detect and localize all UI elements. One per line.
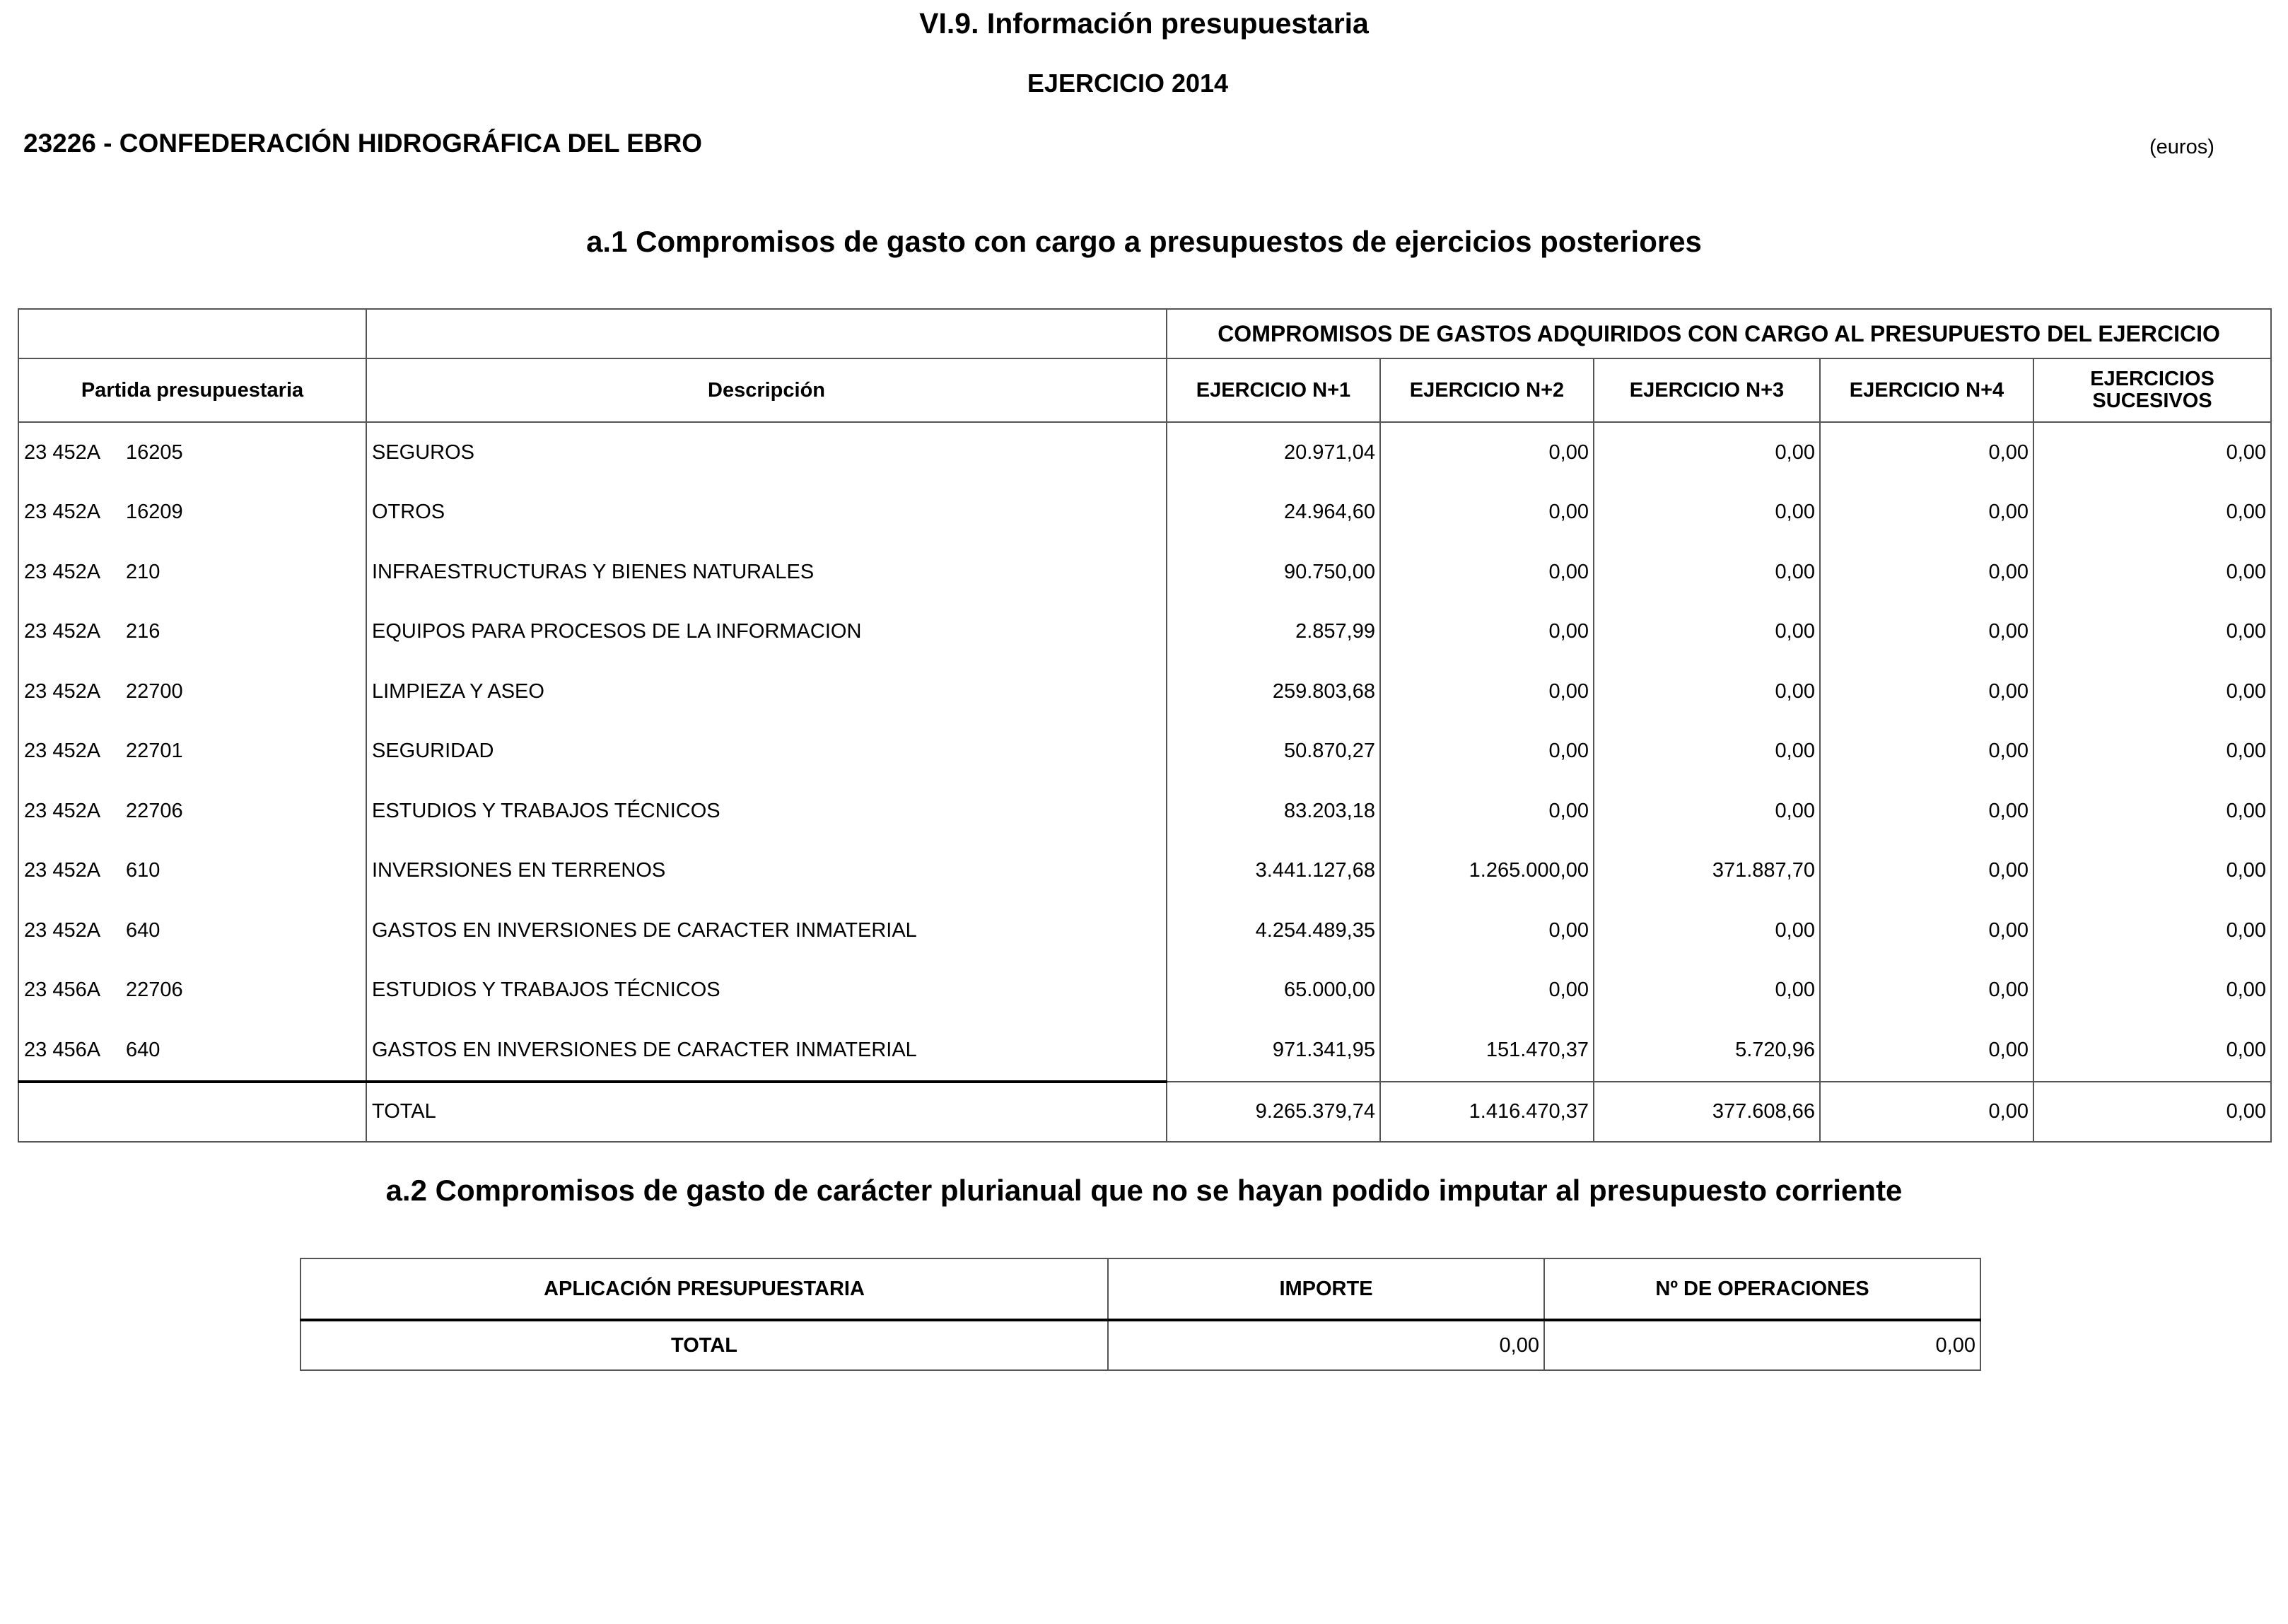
table-row (18, 422, 2271, 483)
amount-n1-cell: 259.803,68 (1167, 662, 1380, 722)
a2-total-operaciones: 0,00 (1544, 1320, 1980, 1370)
document-title: VI.9. Información presupuestaria (919, 7, 1369, 40)
total-n3: 377.608,66 (1594, 1082, 1820, 1142)
amount-n2-cell: 0,00 (1380, 961, 1594, 1021)
col-header-n3: EJERCICIO N+3 (1594, 358, 1820, 422)
group-header-commitments: COMPROMISOS DE GASTOS ADQUIRIDOS CON CARGO AL PRESUPUESTO DEL EJERCICIO (1167, 309, 2271, 358)
a2-total-label: TOTAL (300, 1320, 1108, 1370)
amount-n1-cell: 65.000,00 (1167, 961, 1380, 1021)
multiyear-commitments-table (300, 1258, 1981, 1371)
amount-n3-cell: 0,00 (1594, 662, 1820, 722)
partida-cell (18, 602, 366, 662)
concepto-code: 640 (126, 918, 160, 942)
table-row (18, 961, 2271, 1021)
amount-n2-cell: 0,00 (1380, 542, 1594, 602)
table-a2-total-row (300, 1320, 1980, 1370)
amount-n2-cell: 0,00 (1380, 722, 1594, 782)
programa-code: 23 452A (24, 501, 101, 524)
table-row (18, 841, 2271, 901)
amount-n1-cell: 4.254.489,35 (1167, 901, 1380, 961)
col-header-operaciones: Nº DE OPERACIONES (1544, 1258, 1980, 1320)
programa-code: 23 452A (24, 918, 101, 942)
organization-name: 23226 - CONFEDERACIÓN HIDROGRÁFICA DEL EBRO (23, 129, 703, 158)
amount-sucesivos-cell: 0,00 (2033, 1020, 2271, 1082)
col-header-importe: IMPORTE (1108, 1258, 1544, 1320)
table-column-header-row (18, 358, 2271, 422)
descripcion-cell: EQUIPOS PARA PROCESOS DE LA INFORMACION (366, 602, 1167, 662)
amount-n3-cell: 0,00 (1594, 781, 1820, 841)
amount-sucesivos-cell: 0,00 (2033, 901, 2271, 961)
a2-total-importe: 0,00 (1108, 1320, 1544, 1370)
amount-n3-cell: 371.887,70 (1594, 841, 1820, 901)
amount-n2-cell: 0,00 (1380, 602, 1594, 662)
total-n1: 9.265.379,74 (1167, 1082, 1380, 1142)
concepto-code: 22700 (126, 679, 183, 703)
programa-code: 23 452A (24, 560, 101, 583)
table-row (18, 901, 2271, 961)
amount-n1-cell: 20.971,04 (1167, 422, 1380, 483)
amount-sucesivos-cell: 0,00 (2033, 722, 2271, 782)
commitments-table (18, 308, 2272, 1143)
amount-n3-cell: 0,00 (1594, 542, 1820, 602)
table-row (18, 1020, 2271, 1082)
total-blank-cell (18, 1082, 366, 1142)
section-a1-title: a.1 Compromisos de gasto con cargo a presupuestos de ejercicios posteriores (586, 225, 1702, 258)
partida-cell (18, 542, 366, 602)
fiscal-year-subtitle: EJERCICIO 2014 (1027, 69, 1229, 98)
amount-n1-cell: 50.870,27 (1167, 722, 1380, 782)
col-header-aplicacion: APLICACIÓN PRESUPUESTARIA (300, 1258, 1108, 1320)
descripcion-cell: GASTOS EN INVERSIONES DE CARACTER INMATERIAL (366, 901, 1167, 961)
partida-cell (18, 961, 366, 1021)
programa-code: 23 452A (24, 740, 101, 763)
total-n2: 1.416.470,37 (1380, 1082, 1594, 1142)
table-row (18, 781, 2271, 841)
descripcion-cell: OTROS (366, 483, 1167, 543)
total-label: TOTAL (366, 1082, 1167, 1142)
amount-n3-cell: 0,00 (1594, 901, 1820, 961)
table-row (18, 662, 2271, 722)
descripcion-cell: SEGUROS (366, 422, 1167, 483)
table-group-header-row (18, 309, 2271, 358)
currency-units-label: (euros) (2149, 136, 2214, 158)
amount-sucesivos-cell: 0,00 (2033, 662, 2271, 722)
amount-n2-cell: 1.265.000,00 (1380, 841, 1594, 901)
empty-header-cell (18, 309, 366, 358)
amount-n3-cell: 0,00 (1594, 722, 1820, 782)
amount-sucesivos-cell: 0,00 (2033, 483, 2271, 543)
table-total-row (18, 1082, 2271, 1142)
amount-n3-cell: 0,00 (1594, 422, 1820, 483)
section-a2-title: a.2 Compromisos de gasto de carácter plurianual que no se hayan podido imputar al presupuesto corriente (385, 1174, 1903, 1207)
table-a2-header-row (300, 1258, 1980, 1320)
descripcion-cell: ESTUDIOS Y TRABAJOS TÉCNICOS (366, 781, 1167, 841)
amount-n4-cell: 0,00 (1820, 483, 2033, 543)
programa-code: 23 452A (24, 859, 101, 882)
amount-n4-cell: 0,00 (1820, 841, 2033, 901)
descripcion-cell: INVERSIONES EN TERRENOS (366, 841, 1167, 901)
descripcion-cell: ESTUDIOS Y TRABAJOS TÉCNICOS (366, 961, 1167, 1021)
amount-n4-cell: 0,00 (1820, 961, 2033, 1021)
amount-sucesivos-cell: 0,00 (2033, 422, 2271, 483)
partida-cell (18, 422, 366, 483)
amount-n3-cell: 0,00 (1594, 961, 1820, 1021)
programa-code: 23 452A (24, 440, 101, 464)
col-header-sucesivos-line1: EJERCICIOS (2090, 368, 2214, 390)
empty-header-cell (366, 309, 1167, 358)
amount-n4-cell: 0,00 (1820, 781, 2033, 841)
amount-n4-cell: 0,00 (1820, 662, 2033, 722)
amount-n1-cell: 2.857,99 (1167, 602, 1380, 662)
table-row (18, 602, 2271, 662)
partida-cell (18, 841, 366, 901)
amount-n3-cell: 0,00 (1594, 483, 1820, 543)
amount-n2-cell: 0,00 (1380, 781, 1594, 841)
concepto-code: 22706 (126, 979, 183, 1002)
col-header-sucesivos (2033, 358, 2271, 422)
amount-n4-cell: 0,00 (1820, 542, 2033, 602)
amount-n1-cell: 90.750,00 (1167, 542, 1380, 602)
amount-n1-cell: 83.203,18 (1167, 781, 1380, 841)
amount-n2-cell: 0,00 (1380, 422, 1594, 483)
col-header-partida: Partida presupuestaria (18, 358, 366, 422)
col-header-n1: EJERCICIO N+1 (1167, 358, 1380, 422)
concepto-code: 640 (126, 1038, 160, 1061)
concepto-code: 216 (126, 620, 160, 643)
table-row (18, 542, 2271, 602)
amount-n2-cell: 151.470,37 (1380, 1020, 1594, 1082)
amount-n1-cell: 971.341,95 (1167, 1020, 1380, 1082)
partida-cell (18, 781, 366, 841)
programa-code: 23 456A (24, 1038, 101, 1061)
amount-n4-cell: 0,00 (1820, 422, 2033, 483)
amount-n2-cell: 0,00 (1380, 483, 1594, 543)
table-row (18, 722, 2271, 782)
programa-code: 23 452A (24, 620, 101, 643)
amount-n2-cell: 0,00 (1380, 901, 1594, 961)
programa-code: 23 456A (24, 979, 101, 1002)
amount-sucesivos-cell: 0,00 (2033, 542, 2271, 602)
col-header-n2: EJERCICIO N+2 (1380, 358, 1594, 422)
table-row (18, 483, 2271, 543)
amount-n4-cell: 0,00 (1820, 602, 2033, 662)
programa-code: 23 452A (24, 799, 101, 822)
amount-sucesivos-cell: 0,00 (2033, 781, 2271, 841)
amount-n4-cell: 0,00 (1820, 1020, 2033, 1082)
amount-sucesivos-cell: 0,00 (2033, 961, 2271, 1021)
amount-n3-cell: 0,00 (1594, 602, 1820, 662)
partida-cell (18, 662, 366, 722)
concepto-code: 210 (126, 560, 160, 583)
descripcion-cell: GASTOS EN INVERSIONES DE CARACTER INMATERIAL (366, 1020, 1167, 1082)
partida-cell (18, 483, 366, 543)
partida-cell (18, 722, 366, 782)
descripcion-cell: SEGURIDAD (366, 722, 1167, 782)
amount-sucesivos-cell: 0,00 (2033, 602, 2271, 662)
descripcion-cell: INFRAESTRUCTURAS Y BIENES NATURALES (366, 542, 1167, 602)
partida-cell (18, 1020, 366, 1082)
concepto-code: 22701 (126, 740, 183, 763)
total-sucesivos: 0,00 (2033, 1082, 2271, 1142)
total-n4: 0,00 (1820, 1082, 2033, 1142)
concepto-code: 610 (126, 859, 160, 882)
programa-code: 23 452A (24, 679, 101, 703)
descripcion-cell: LIMPIEZA Y ASEO (366, 662, 1167, 722)
amount-sucesivos-cell: 0,00 (2033, 841, 2271, 901)
amount-n3-cell: 5.720,96 (1594, 1020, 1820, 1082)
amount-n1-cell: 24.964,60 (1167, 483, 1380, 543)
col-header-sucesivos-line2: SUCESIVOS (2092, 390, 2212, 412)
amount-n4-cell: 0,00 (1820, 722, 2033, 782)
col-header-descripcion: Descripción (366, 358, 1167, 422)
amount-n2-cell: 0,00 (1380, 662, 1594, 722)
amount-n4-cell: 0,00 (1820, 901, 2033, 961)
partida-cell (18, 901, 366, 961)
amount-n1-cell: 3.441.127,68 (1167, 841, 1380, 901)
concepto-code: 22706 (126, 799, 183, 822)
concepto-code: 16209 (126, 501, 183, 524)
concepto-code: 16205 (126, 440, 183, 464)
col-header-n4: EJERCICIO N+4 (1820, 358, 2033, 422)
